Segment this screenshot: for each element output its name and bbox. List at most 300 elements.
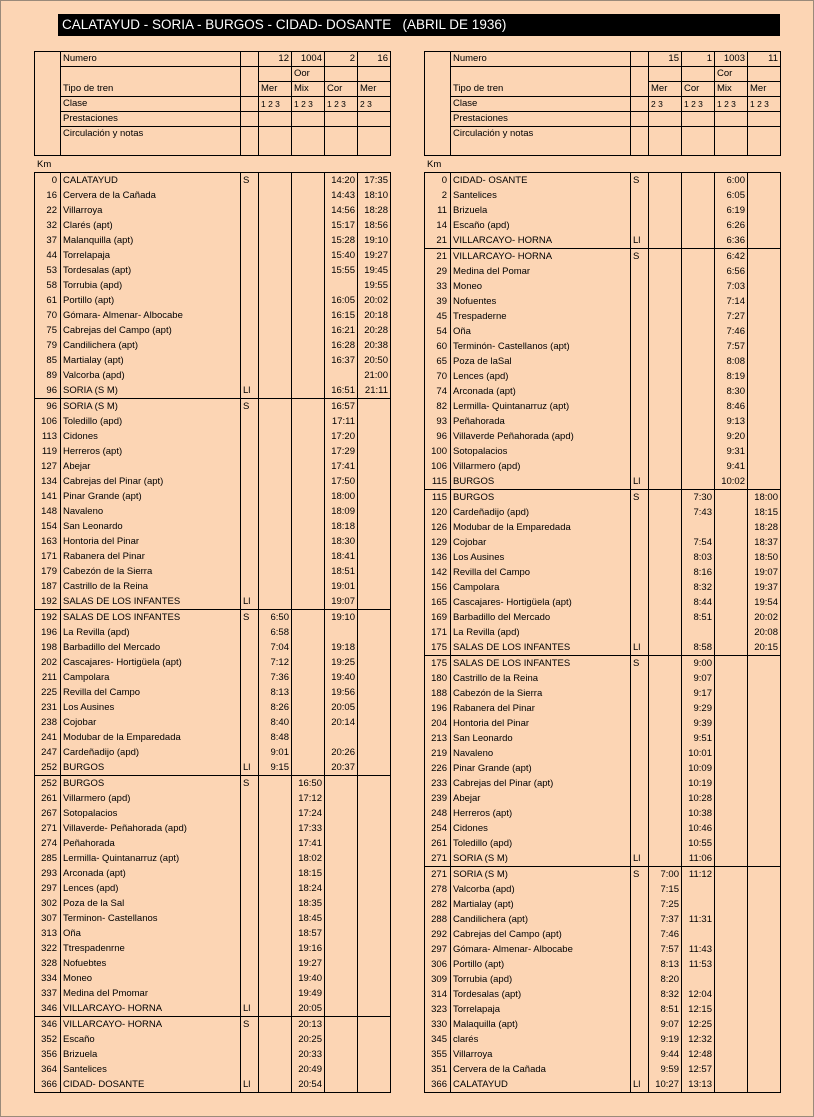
arrival-departure-flag <box>631 942 649 957</box>
time-cell: 6:56 <box>715 264 748 279</box>
km-cell: 330 <box>425 1017 451 1032</box>
time-cell: 19:27 <box>292 956 325 971</box>
time-cell <box>715 867 748 883</box>
time-cell: 19:01 <box>325 579 358 594</box>
station-name: Cabrejas del Campo (apt) <box>61 323 241 338</box>
time-cell <box>292 670 325 685</box>
header-label-clase: Clase <box>451 97 631 112</box>
train-numero-cell: 2 <box>325 52 358 67</box>
km-cell: 163 <box>35 534 61 549</box>
time-cell <box>259 414 292 429</box>
time-cell <box>358 1001 391 1017</box>
time-cell <box>682 474 715 490</box>
header-label-tipo: Tipo de tren <box>451 67 631 97</box>
time-cell: 18:37 <box>748 535 781 550</box>
km-cell: 115 <box>425 474 451 490</box>
time-cell <box>715 535 748 550</box>
time-cell <box>649 354 682 369</box>
time-cell: 8:30 <box>715 384 748 399</box>
time-cell <box>649 716 682 731</box>
time-cell: 16:05 <box>325 293 358 308</box>
station-row <box>425 640 781 656</box>
station-row <box>35 911 391 926</box>
time-cell: 19:56 <box>325 685 358 700</box>
time-cell <box>682 882 715 897</box>
time-cell <box>259 263 292 278</box>
station-row <box>35 519 391 534</box>
km-cell: 313 <box>35 926 61 941</box>
station-row <box>35 203 391 218</box>
time-cell <box>748 942 781 957</box>
time-cell <box>715 595 748 610</box>
header-row-clase <box>425 97 781 112</box>
station-row <box>425 806 781 821</box>
km-cell: 169 <box>425 610 451 625</box>
km-cell: 247 <box>35 745 61 760</box>
station-name: Rabanera del Pinar <box>451 701 631 716</box>
header-flag-blank <box>631 67 649 97</box>
arrival-departure-flag <box>241 881 259 896</box>
time-cell: 8:26 <box>259 700 292 715</box>
station-name: Los Ausines <box>451 550 631 565</box>
time-cell <box>292 203 325 218</box>
station-name: BURGOS <box>61 776 241 792</box>
header-flag-blank <box>631 52 649 67</box>
station-name: Cardeñadijo (apd) <box>61 745 241 760</box>
time-cell <box>292 504 325 519</box>
arrival-departure-flag <box>241 851 259 866</box>
arrival-departure-flag <box>241 338 259 353</box>
time-cell <box>259 1062 292 1077</box>
km-cell: 346 <box>35 1017 61 1033</box>
km-cell: 171 <box>35 549 61 564</box>
time-cell: 19:45 <box>358 263 391 278</box>
station-row <box>35 173 391 189</box>
time-cell: 17:11 <box>325 414 358 429</box>
time-cell <box>649 399 682 414</box>
train-tipo-top-cell: Oor <box>292 67 325 82</box>
time-cell <box>682 897 715 912</box>
time-cell <box>649 279 682 294</box>
station-name: Navaleno <box>61 504 241 519</box>
station-name: Cabezón de la Sierra <box>451 686 631 701</box>
arrival-departure-flag <box>631 1062 649 1077</box>
km-cell: 29 <box>425 264 451 279</box>
km-cell: 211 <box>35 670 61 685</box>
time-cell <box>259 986 292 1001</box>
time-cell: 9:07 <box>649 1017 682 1032</box>
time-cell <box>682 414 715 429</box>
station-name: Sotopalacios <box>451 444 631 459</box>
train-numero-cell: 1003 <box>715 52 748 67</box>
km-cell: 271 <box>425 867 451 883</box>
arrival-departure-flag <box>241 368 259 383</box>
time-cell <box>259 896 292 911</box>
arrival-departure-flag <box>241 730 259 745</box>
time-cell: 19:25 <box>325 655 358 670</box>
time-cell <box>715 1077 748 1093</box>
time-cell: 19:27 <box>358 248 391 263</box>
train-clase-cell: 1 2 3 <box>292 97 325 112</box>
time-cell <box>259 851 292 866</box>
train-tipo-cell: Mer <box>259 82 292 97</box>
time-cell <box>358 700 391 715</box>
time-cell <box>259 1047 292 1062</box>
km-cell: 58 <box>35 278 61 293</box>
time-cell <box>259 474 292 489</box>
time-cell <box>715 972 748 987</box>
station-name: SALAS DE LOS INFANTES <box>61 594 241 610</box>
arrival-departure-flag <box>631 686 649 701</box>
station-row <box>35 1047 391 1062</box>
station-name: Moneo <box>61 971 241 986</box>
time-cell: 9:31 <box>715 444 748 459</box>
time-cell: 17:41 <box>325 459 358 474</box>
station-name: Nofuebtes <box>61 956 241 971</box>
time-cell <box>649 203 682 218</box>
time-cell: 6:42 <box>715 249 748 265</box>
km-cell: 238 <box>35 715 61 730</box>
station-name: Tordesalas (apt) <box>451 987 631 1002</box>
time-cell <box>748 279 781 294</box>
train-circulacion-cell <box>259 127 292 156</box>
time-cell: 15:17 <box>325 218 358 233</box>
time-cell <box>358 1077 391 1093</box>
time-cell <box>259 519 292 534</box>
time-cell: 20:14 <box>325 715 358 730</box>
time-cell: 9:17 <box>682 686 715 701</box>
station-name: Santelices <box>451 188 631 203</box>
station-name: CIDAD- OSANTE <box>451 173 631 189</box>
arrival-departure-flag <box>631 610 649 625</box>
station-name: Campolara <box>451 580 631 595</box>
station-row <box>35 896 391 911</box>
station-row <box>425 354 781 369</box>
time-cell: 19:10 <box>358 233 391 248</box>
arrival-departure-flag <box>241 700 259 715</box>
station-name: Ttrespadenrne <box>61 941 241 956</box>
time-cell: 9:59 <box>649 1062 682 1077</box>
time-cell <box>748 656 781 672</box>
time-cell <box>715 987 748 1002</box>
station-row <box>35 504 391 519</box>
km-cell: 188 <box>425 686 451 701</box>
time-cell: 10:09 <box>682 761 715 776</box>
km-cell: 355 <box>425 1047 451 1062</box>
km-cell: 239 <box>425 791 451 806</box>
time-cell: 7:30 <box>682 490 715 506</box>
km-cell: 39 <box>425 294 451 309</box>
arrival-departure-flag <box>631 1032 649 1047</box>
time-cell <box>259 188 292 203</box>
km-cell: 282 <box>425 897 451 912</box>
time-cell <box>292 338 325 353</box>
station-row <box>35 1017 391 1033</box>
time-cell: 19:40 <box>292 971 325 986</box>
time-cell <box>748 188 781 203</box>
time-cell: 20:05 <box>292 1001 325 1017</box>
time-cell <box>259 459 292 474</box>
time-cell <box>259 941 292 956</box>
time-cell <box>358 444 391 459</box>
km-cell: 345 <box>425 1032 451 1047</box>
time-cell <box>325 1032 358 1047</box>
arrival-departure-flag <box>241 971 259 986</box>
header-row-circulacion <box>425 127 781 156</box>
time-cell: 11:06 <box>682 851 715 867</box>
station-row <box>425 671 781 686</box>
arrival-departure-flag: S <box>631 249 649 265</box>
time-cell <box>325 278 358 293</box>
arrival-departure-flag <box>631 535 649 550</box>
km-cell: 115 <box>425 490 451 506</box>
km-cell: 233 <box>425 776 451 791</box>
arrival-departure-flag <box>241 444 259 459</box>
time-cell: 7:46 <box>715 324 748 339</box>
time-cell <box>259 383 292 399</box>
time-cell <box>682 927 715 942</box>
arrival-departure-flag <box>241 956 259 971</box>
time-cell: 9:39 <box>682 716 715 731</box>
time-cell <box>358 429 391 444</box>
time-cell: 15:55 <box>325 263 358 278</box>
station-name: clarés <box>451 1032 631 1047</box>
arrival-departure-flag <box>631 761 649 776</box>
time-cell: 19:55 <box>358 278 391 293</box>
arrival-departure-flag: Ll <box>241 594 259 610</box>
time-cell <box>325 1017 358 1033</box>
station-row <box>425 233 781 249</box>
train-circulacion-cell <box>325 127 358 156</box>
time-cell <box>748 249 781 265</box>
station-row <box>35 760 391 776</box>
arrival-departure-flag <box>241 941 259 956</box>
time-cell <box>259 926 292 941</box>
time-cell <box>649 188 682 203</box>
train-numero-cell: 11 <box>748 52 781 67</box>
arrival-departure-flag <box>631 821 649 836</box>
km-cell: 61 <box>35 293 61 308</box>
time-cell <box>259 323 292 338</box>
right-km-label: Km <box>427 159 442 170</box>
header-row-prestaciones <box>35 112 391 127</box>
station-name: Candilichera (apt) <box>451 912 631 927</box>
time-cell: 10:19 <box>682 776 715 791</box>
station-row <box>425 490 781 506</box>
arrival-departure-flag <box>631 957 649 972</box>
train-tipo-cell: Mix <box>292 82 325 97</box>
arrival-departure-flag <box>241 263 259 278</box>
station-row <box>35 579 391 594</box>
time-cell <box>325 851 358 866</box>
time-cell: 19:18 <box>325 640 358 655</box>
station-name: Cabrejas del Campo (apt) <box>451 927 631 942</box>
km-cell: 241 <box>35 730 61 745</box>
station-name: Castrillo de la Reina <box>451 671 631 686</box>
station-row <box>425 731 781 746</box>
station-name: Terminon- Castellanos <box>61 911 241 926</box>
km-cell: 213 <box>425 731 451 746</box>
time-cell: 20:54 <box>292 1077 325 1093</box>
arrival-departure-flag <box>241 986 259 1001</box>
station-row <box>425 520 781 535</box>
arrival-departure-flag <box>241 685 259 700</box>
arrival-departure-flag: Ll <box>631 851 649 867</box>
arrival-departure-flag <box>631 671 649 686</box>
time-cell <box>649 339 682 354</box>
arrival-departure-flag: Ll <box>631 233 649 249</box>
km-cell: 204 <box>425 716 451 731</box>
station-row <box>35 368 391 383</box>
station-row <box>35 670 391 685</box>
station-row <box>425 580 781 595</box>
station-row <box>35 248 391 263</box>
station-name: SALAS DE LOS INFANTES <box>451 656 631 672</box>
station-row <box>425 927 781 942</box>
time-cell <box>748 294 781 309</box>
station-row <box>425 459 781 474</box>
time-cell <box>259 881 292 896</box>
station-name: Martialay (apt) <box>451 897 631 912</box>
arrival-departure-flag <box>631 595 649 610</box>
header-flag-blank <box>241 52 259 67</box>
time-cell <box>292 474 325 489</box>
time-cell: 16:51 <box>325 383 358 399</box>
time-cell <box>259 203 292 218</box>
time-cell: 19:07 <box>748 565 781 580</box>
station-name: Peñahorada <box>61 836 241 851</box>
km-cell: 292 <box>425 927 451 942</box>
station-name: Barbadillo del Mercado <box>61 640 241 655</box>
station-name: Castrillo de la Reina <box>61 579 241 594</box>
km-cell: 100 <box>425 444 451 459</box>
km-cell: 309 <box>425 972 451 987</box>
km-cell: 141 <box>35 489 61 504</box>
arrival-departure-flag <box>631 1017 649 1032</box>
time-cell: 7:12 <box>259 655 292 670</box>
time-cell: 16:21 <box>325 323 358 338</box>
km-cell: 75 <box>35 323 61 338</box>
time-cell <box>259 1077 292 1093</box>
time-cell <box>358 670 391 685</box>
time-cell: 18:28 <box>358 203 391 218</box>
time-cell <box>649 173 682 189</box>
arrival-departure-flag <box>631 414 649 429</box>
arrival-departure-flag <box>241 896 259 911</box>
time-cell: 11:12 <box>682 867 715 883</box>
station-name: Tordesalas (apt) <box>61 263 241 278</box>
time-cell <box>649 324 682 339</box>
time-cell: 7:46 <box>649 927 682 942</box>
arrival-departure-flag <box>631 294 649 309</box>
time-cell <box>259 278 292 293</box>
time-cell: 7:54 <box>682 535 715 550</box>
time-cell <box>682 309 715 324</box>
time-cell <box>292 549 325 564</box>
km-cell: 271 <box>425 851 451 867</box>
time-cell <box>748 474 781 490</box>
station-row <box>425 414 781 429</box>
arrival-departure-flag: S <box>631 656 649 672</box>
header-label-tipo: Tipo de tren <box>61 67 241 97</box>
time-cell: 20:02 <box>748 610 781 625</box>
station-row <box>35 383 391 399</box>
train-tipo-cell: Mix <box>715 82 748 97</box>
station-name: Pinar Grande (apt) <box>61 489 241 504</box>
station-row <box>425 595 781 610</box>
station-name: BURGOS <box>61 760 241 776</box>
time-cell <box>358 791 391 806</box>
station-row <box>425 1017 781 1032</box>
time-cell: 7:43 <box>682 505 715 520</box>
time-cell <box>682 459 715 474</box>
station-row <box>425 791 781 806</box>
header-row-tipo-top <box>425 67 781 82</box>
station-name: Cabrejas del Pinar (apt) <box>451 776 631 791</box>
arrival-departure-flag <box>631 550 649 565</box>
time-cell: 16:37 <box>325 353 358 368</box>
time-cell <box>649 474 682 490</box>
arrival-departure-flag <box>631 731 649 746</box>
km-cell: 136 <box>425 550 451 565</box>
arrival-departure-flag <box>241 459 259 474</box>
arrival-departure-flag <box>631 505 649 520</box>
time-cell <box>682 444 715 459</box>
time-cell <box>748 1047 781 1062</box>
time-cell <box>358 1047 391 1062</box>
station-row <box>425 821 781 836</box>
time-cell: 12:57 <box>682 1062 715 1077</box>
km-cell: 96 <box>35 383 61 399</box>
km-cell: 165 <box>425 595 451 610</box>
arrival-departure-flag <box>631 565 649 580</box>
time-cell <box>292 429 325 444</box>
time-cell <box>715 640 748 656</box>
station-row <box>425 173 781 189</box>
arrival-departure-flag <box>631 188 649 203</box>
station-row <box>35 700 391 715</box>
km-cell: 271 <box>35 821 61 836</box>
time-cell <box>649 505 682 520</box>
km-cell: 54 <box>425 324 451 339</box>
arrival-departure-flag <box>631 776 649 791</box>
time-cell <box>358 594 391 610</box>
km-cell: 366 <box>425 1077 451 1093</box>
time-cell <box>649 369 682 384</box>
time-cell <box>358 971 391 986</box>
station-row <box>35 791 391 806</box>
time-cell: 20:15 <box>748 640 781 656</box>
station-name: Hontoria del Pinar <box>61 534 241 549</box>
station-name: Arconada (apt) <box>451 384 631 399</box>
time-cell <box>715 927 748 942</box>
station-row <box>35 429 391 444</box>
time-cell: 18:24 <box>292 881 325 896</box>
station-row <box>425 369 781 384</box>
time-cell <box>715 851 748 867</box>
time-cell <box>715 550 748 565</box>
station-row <box>425 474 781 490</box>
time-cell <box>259 971 292 986</box>
station-name: BURGOS <box>451 474 631 490</box>
station-row <box>35 233 391 248</box>
station-name: Villarroya <box>61 203 241 218</box>
station-row <box>35 836 391 851</box>
header-row-prestaciones <box>425 112 781 127</box>
time-cell <box>292 368 325 383</box>
time-cell <box>292 353 325 368</box>
arrival-departure-flag <box>241 549 259 564</box>
